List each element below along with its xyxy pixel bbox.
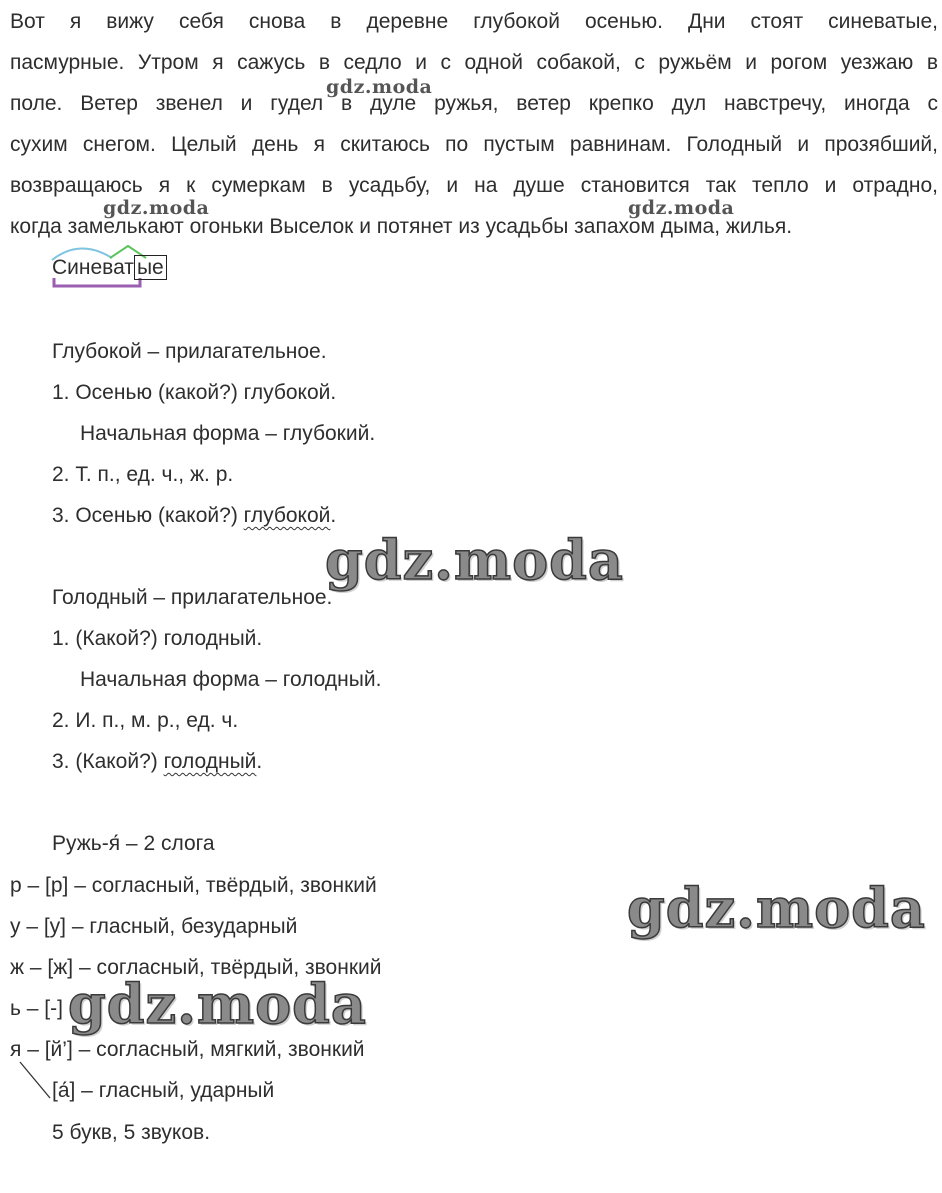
morpheme-word <box>52 256 167 280</box>
adj1-p3-suffix: . <box>330 504 337 527</box>
phonetic-row: р – [р] – согласный, твёрдый, звонкий <box>10 874 377 897</box>
passage-line: Вот я вижу себя снова в деревне глубокой осенью. Дни стоят синеватые, <box>10 10 938 33</box>
adj1-title: Глубокой – прилагательное. <box>52 340 327 363</box>
passage-line: сухим снегом. Целый день я скитаюсь по пустым равнинам. Голодный и прозябший, <box>10 133 938 156</box>
watermark: gdz.moda <box>68 972 367 1036</box>
adj2-title: Голодный – прилагательное. <box>52 586 333 609</box>
adj1-p3-prefix: 3. Осенью (какой?) <box>52 504 244 527</box>
adj1-initial-form: Начальная форма – глубокий. <box>80 422 376 445</box>
watermark: gdz.moda <box>326 76 433 98</box>
adj2-point-3 <box>52 750 262 774</box>
phonetic-row: [а́] – гласный, ударный <box>52 1079 275 1102</box>
adj2-point-1: 1. (Какой?) голодный. <box>52 627 263 650</box>
adj2-initial-form: Начальная форма – голодный. <box>80 668 382 691</box>
word-ending: ые <box>134 255 167 280</box>
passage-line: поле. Ветер звенел и гудел в дуле ружья, ветер крепко дул навстречу, иногда с <box>10 92 938 115</box>
adj1-point-1: 1. Осенью (какой?) глубокой. <box>52 381 337 404</box>
passage-line: пасмурные. Утром я сажусь в седло и с одной собакой, с ружьём и рогом уезжаю в <box>10 51 938 74</box>
adj2-p3-suffix: . <box>256 750 263 773</box>
branch-line <box>18 1060 54 1104</box>
adj2-p3-prefix: 3. (Какой?) <box>52 750 164 773</box>
phonetic-summary: 5 букв, 5 звуков. <box>52 1121 211 1144</box>
adj1-point-3 <box>52 504 336 528</box>
phonetic-row: у – [у] – гласный, безударный <box>10 915 298 938</box>
watermark: gdz.moda <box>628 197 735 219</box>
adj1-p3-word: глубокой <box>243 504 331 527</box>
passage-line: когда замелькают огоньки Выселок и потянет из усадьбы запахом дыма, жилья. <box>10 215 793 238</box>
word-base: Синеват <box>52 256 134 279</box>
adj1-point-2: 2. Т. п., ед. ч., ж. р. <box>52 463 234 486</box>
watermark: gdz.moda <box>103 197 210 219</box>
passage-line: возвращаюсь я к сумеркам в усадьбу, и на душе становится так тепло и отрадно, <box>10 174 938 197</box>
phonetic-row: я – [й’] – согласный, мягкий, звонкий <box>10 1038 365 1061</box>
phonetic-row: ь – [-] <box>10 997 63 1020</box>
adj2-p3-word: голодный <box>163 750 257 773</box>
phonetic-title: Ружь-я́ – 2 слога <box>52 832 215 855</box>
watermark: gdz.moda <box>325 528 624 592</box>
watermark: gdz.moda <box>627 876 926 940</box>
adj2-point-2: 2. И. п., м. р., ед. ч. <box>52 709 239 732</box>
phonetic-row: ж – [ж] – согласный, твёрдый, звонкий <box>10 956 382 979</box>
